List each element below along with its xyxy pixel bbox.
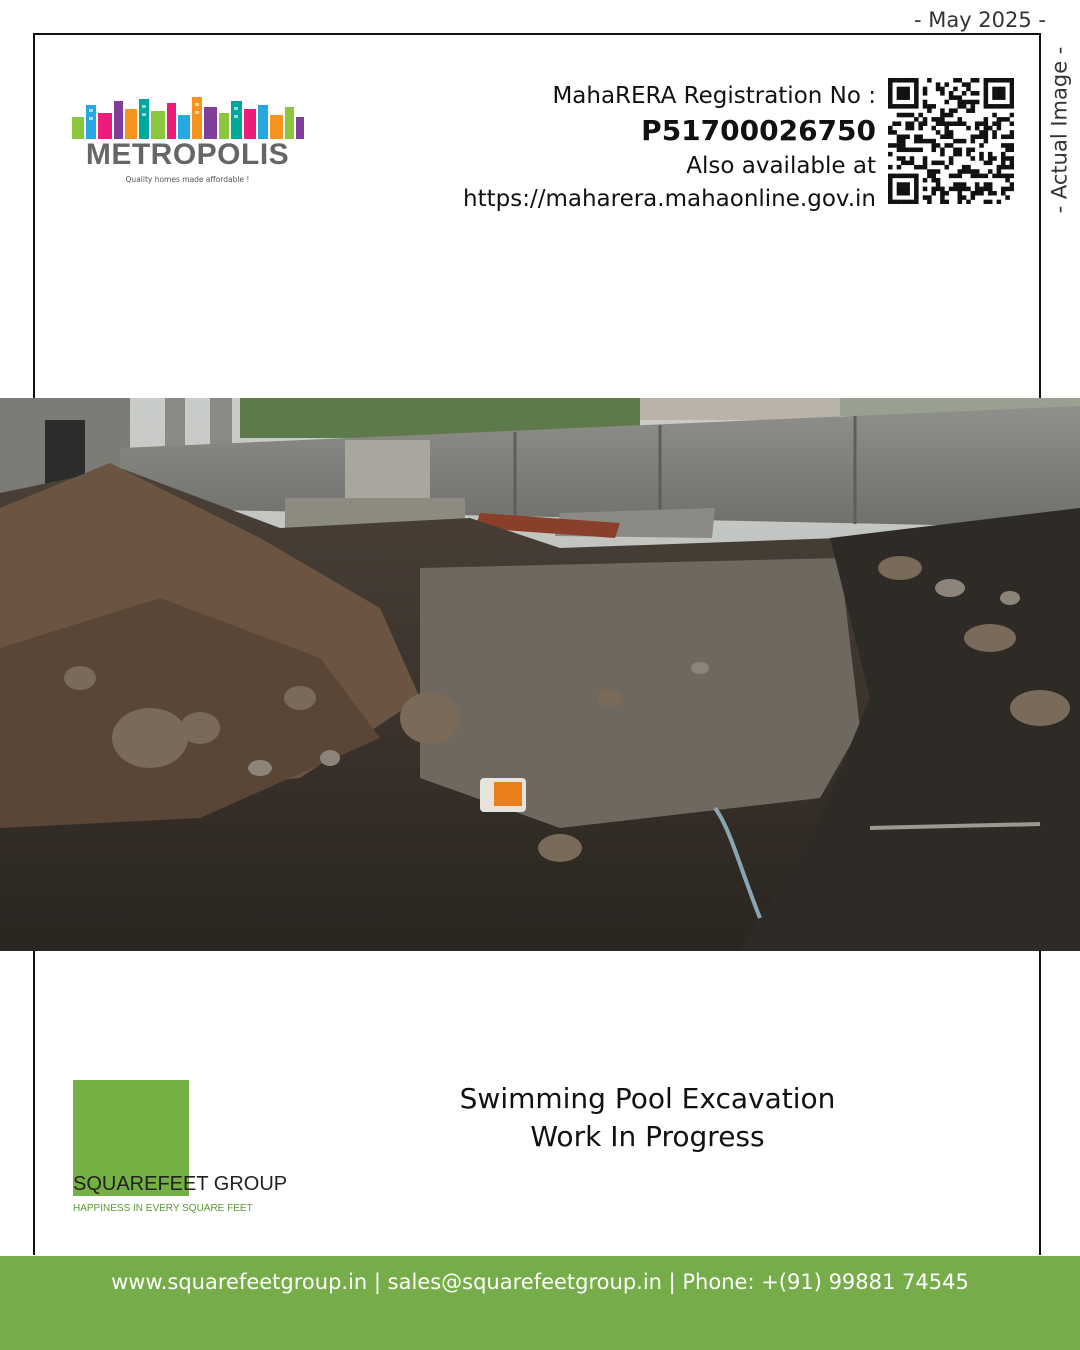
site-photo: [0, 398, 1080, 951]
date-label: - May 2025 -: [910, 8, 1050, 32]
excavation-photo: [0, 398, 1080, 951]
squarefeet-tagline: HAPPINESS IN EVERY SQUARE FEET: [73, 1203, 253, 1214]
actual-image-label: [1044, 40, 1074, 220]
rera-also-available: Also available at: [686, 153, 876, 179]
squarefeet-wordmark-rest: GROUP: [208, 1173, 288, 1195]
photo-caption: [390, 1080, 905, 1156]
rera-url[interactable]: https://maharera.mahaonline.gov.in: [463, 186, 876, 212]
metropolis-wordmark: METROPOLIS: [85, 138, 290, 171]
qr-code-icon[interactable]: [888, 78, 1014, 204]
metropolis-logo: [70, 95, 305, 190]
caption-line-2: Work In Progress: [530, 1120, 765, 1153]
actual-image-text: - Actual Image -: [1047, 46, 1071, 214]
footer-bar: [0, 1256, 1080, 1350]
city-skyline-icon: [70, 95, 305, 140]
metropolis-tagline: Quality homes made affordable !: [125, 175, 250, 184]
rera-number: P51700026750: [641, 114, 876, 147]
squarefeet-logo: [70, 1075, 288, 1220]
caption-line-1: Swimming Pool Excavation: [459, 1082, 836, 1115]
rera-info: [463, 80, 876, 216]
rera-label: MahaRERA Registration No :: [552, 83, 876, 109]
squarefeet-wordmark-bold: SQUAREFEET: [73, 1173, 209, 1195]
squarefeet-wordmark: [73, 1173, 287, 1196]
footer-contact[interactable]: www.squarefeetgroup.in | sales@squarefeetgroup.in | Phone: +(91) 99881 74545: [111, 1270, 969, 1294]
